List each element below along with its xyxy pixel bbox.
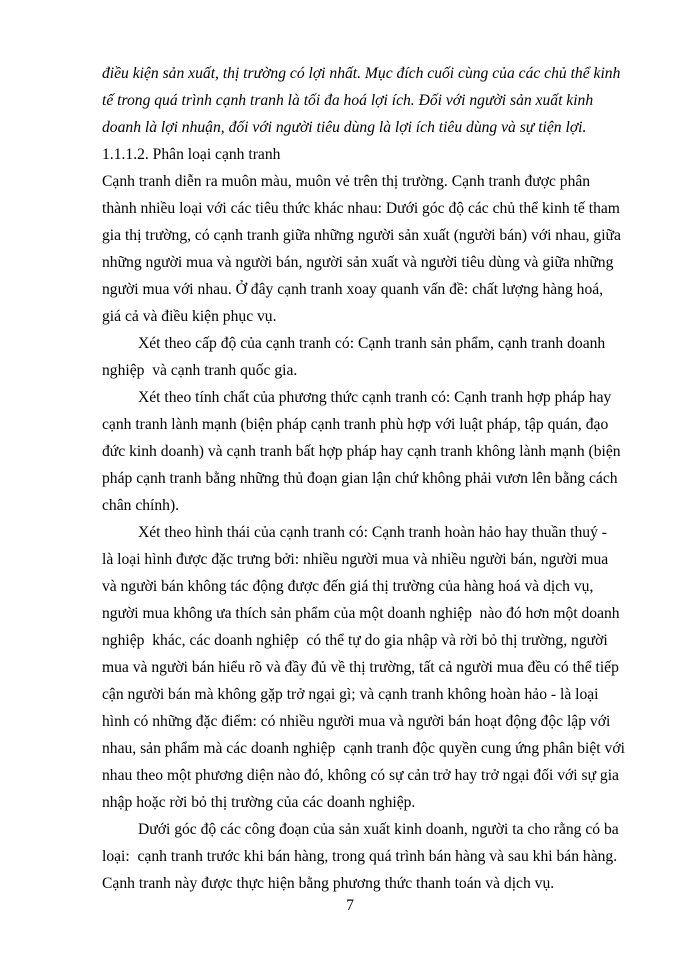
paragraph-line: chân chính). — [102, 497, 180, 514]
paragraph-line: và người bán không tác động được đến giá thị trường của hàng hoá và dịch vụ, — [102, 578, 594, 595]
intro-line: doanh là lợi nhuận, đối với người tiêu dùng là lợi ích tiêu dùng và sự tiện lợi. — [102, 119, 587, 136]
paragraph-line: nhau, sản phẩm mà các doanh nghiệp cạnh tranh độc quyền cung ứng phân biệt với — [102, 740, 625, 757]
paragraph-line: pháp cạnh tranh bằng những thủ đoạn gian lận chứ không phải vươn lên bằng cách — [102, 470, 618, 487]
paragraph-line: cạnh tranh lành mạnh (biện pháp cạnh tranh phù hợp với luật pháp, tập quán, đạo — [102, 416, 609, 433]
paragraph-line: nghiệp và cạnh tranh quốc gia. — [102, 362, 298, 379]
paragraph-line: người mua với nhau. Ở đây cạnh tranh xoay quanh vấn đề: chất lượng hàng hoá, — [102, 281, 604, 298]
paragraph-line: nhập hoặc rời bỏ thị trường của các doanh nghiệp. — [102, 794, 416, 811]
paragraph-line: Xét theo cấp độ của cạnh tranh có: Cạnh tranh sản phẩm, cạnh tranh doanh — [138, 335, 606, 352]
paragraph-line: thành nhiều loại với các tiêu thức khác nhau: Dưới góc độ các chủ thể kinh tế tham — [102, 200, 620, 217]
paragraph-line: giá cả và điều kiện phục vụ. — [102, 308, 277, 325]
paragraph-line: Cạnh tranh này được thực hiện bằng phương thức thanh toán và dịch vụ. — [102, 875, 555, 892]
paragraph-line: những người mua và người bán, người sản xuất và người tiêu dùng và giữa những — [102, 254, 614, 271]
paragraph-line: cận người bán mà không gặp trở ngại gì; và cạnh tranh không hoàn hảo - là loại — [102, 686, 599, 703]
paragraph-line: Xét theo hình thái của cạnh tranh có: Cạnh tranh hoàn hảo hay thuần thuý - — [138, 524, 607, 541]
section-heading: 1.1.1.2. Phân loại cạnh tranh — [102, 146, 281, 163]
paragraph-line: đức kinh doanh) và cạnh tranh bất hợp pháp hay cạnh tranh không lành mạnh (biện — [102, 443, 621, 460]
intro-line: tế trong quá trình cạnh tranh là tối đa hoá lợi ích. Đối với người sản xuất kinh — [102, 92, 594, 109]
paragraph-line: Xét theo tính chất của phương thức cạnh tranh có: Cạnh tranh hợp pháp hay — [138, 389, 612, 406]
paragraph-line: nghiệp khác, các doanh nghiệp có thể tự do gia nhập và rời bỏ thị trường, người — [102, 632, 608, 649]
paragraph-line: là loại hình được đặc trưng bởi: nhiều người mua và nhiều người bán, người mua — [102, 551, 609, 568]
paragraph-line: nhau theo một phương diện nào đó, không có sự cản trở hay trở ngại đối với sự gia — [102, 767, 619, 784]
paragraph-line: Dưới góc độ các công đoạn của sản xuất kinh doanh, người ta cho rằng có ba — [138, 821, 619, 838]
paragraph-line: hình có những đặc điểm: có nhiều người mua và người bán hoạt động độc lập với — [102, 713, 611, 730]
paragraph-line: loại: cạnh tranh trước khi bán hàng, trong quá trình bán hàng và sau khi bán hàng. — [102, 848, 618, 865]
paragraph-line: mua và người bán hiểu rõ và đầy đủ về thị trường, tất cả người mua đều có thể tiếp — [102, 659, 619, 676]
paragraph-line: gia thị trường, có cạnh tranh giữa những người sản xuất (người bán) với nhau, giữa — [102, 227, 621, 244]
paragraph-line: Cạnh tranh diễn ra muôn màu, muôn vẻ trên thị trường. Cạnh tranh được phân — [102, 173, 591, 190]
paragraph-line: người mua không ưa thích sản phẩm của một doanh nghiệp nào đó hơn một doanh — [102, 605, 620, 622]
page-number: 7 — [346, 897, 354, 914]
intro-line: điều kiện sản xuất, thị trường có lợi nhất. Mục đích cuối cùng của các chủ thể kinh — [102, 65, 621, 82]
